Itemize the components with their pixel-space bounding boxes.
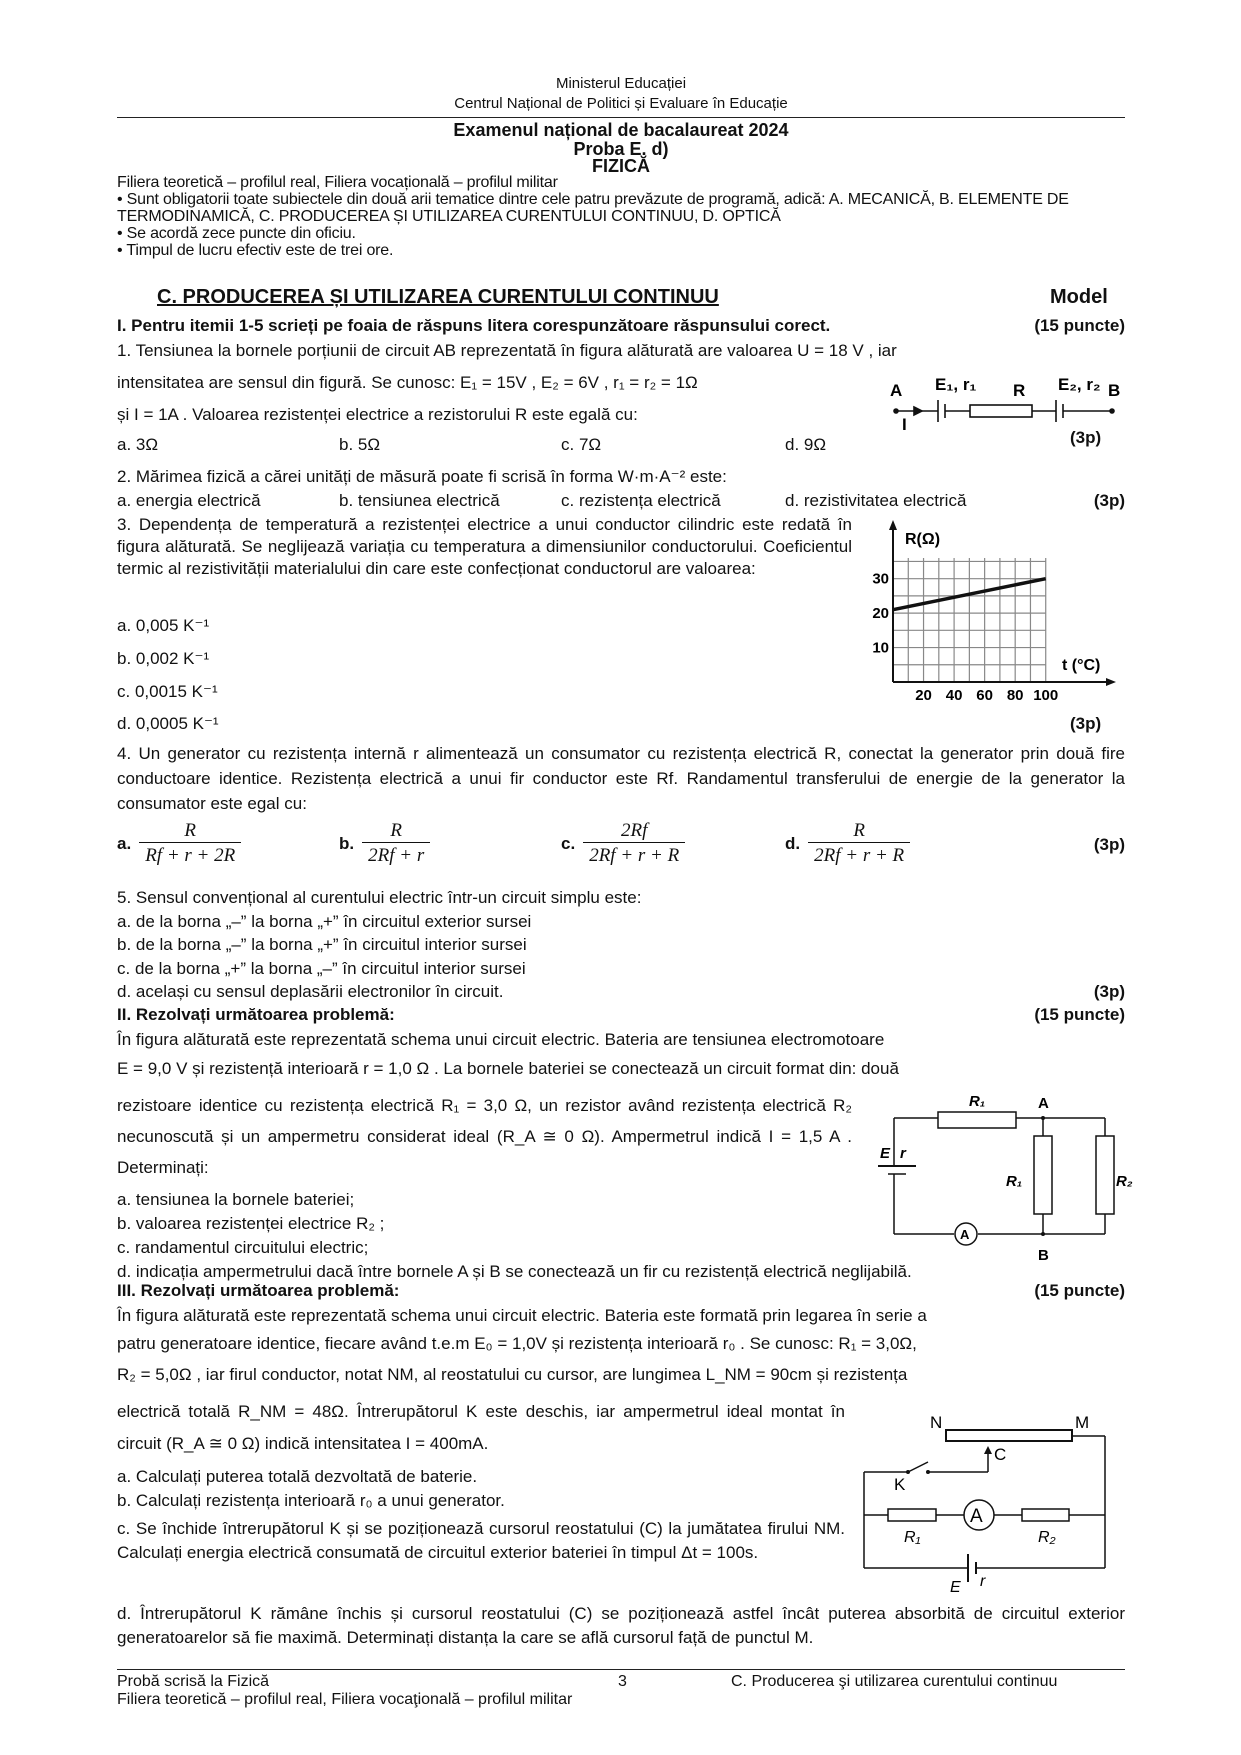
x-tick-label: 80	[1006, 687, 1024, 704]
part2-fig-E: E	[880, 1145, 891, 1162]
part3-fig-M: M	[1075, 1413, 1090, 1432]
q5-option-b[interactable]: b. de la borna „–” la borna „+” în circuitul interior sursei	[117, 935, 527, 954]
node-B-dot	[1041, 1232, 1045, 1236]
q1-fig-I: I	[902, 415, 907, 434]
part3-circuit-figure	[850, 1406, 1130, 1596]
footer-rule	[117, 1669, 1125, 1670]
part2-fig-R1-top: R₁	[969, 1093, 986, 1110]
q3-option-b[interactable]: b. 0,002 K⁻¹	[117, 649, 210, 668]
q4-option-b-den: 2Rf + r	[362, 842, 430, 867]
q4-option-a-den: Rf + r + 2R	[139, 842, 241, 867]
footer-page-number: 3	[618, 1673, 627, 1690]
part3-fig-K: K	[894, 1475, 906, 1494]
part3-task-d: d. Întrerupătorul K rămâne închis și cursorul reostatului (C) se poziționează astfel încât puterea absorbită de circuitul exterior generatoarelor să fie maximă. Determinați distanța la care se află cursorul față de punctul M.	[117, 1604, 1125, 1647]
proba-title: Proba E. d)	[573, 139, 669, 159]
y-axis-arrow-icon	[889, 520, 897, 530]
q4-option-b-num: R	[390, 820, 402, 841]
q1-line1: 1. Tensiunea la bornele porțiunii de circuit AB reprezentată în figura alăturată are valoarea U = 18 V , iar	[117, 341, 897, 360]
part2-fig-ammeter: A	[960, 1227, 970, 1242]
q1-line3: și I = 1A . Valoarea rezistenței electrice a rezistorului R este egală cu:	[117, 405, 638, 424]
q3-option-a[interactable]: a. 0,005 K⁻¹	[117, 616, 210, 635]
switch-contact-1	[906, 1470, 910, 1474]
footer-right: C. Producerea şi utilizarea curentului continuu	[731, 1673, 1058, 1690]
section-title: C. PRODUCEREA ȘI UTILIZAREA CURENTULUI CONTINUU	[157, 286, 719, 308]
q2-text: 2. Mărimea fizică a cărei unități de măsură poate fi scrisă în forma W·m·A⁻² este:	[117, 467, 727, 486]
q2-option-d[interactable]: d. rezistivitatea electrică	[785, 491, 967, 510]
q5-option-c[interactable]: c. de la borna „+” la borna „–” în circuitul interior sursei	[117, 958, 526, 978]
part2-intro-3: rezistoare identice cu rezistența electrică R₁ = 3,0 Ω, un rezistor având rezistența electrică R₂ necunoscută și un ampermetru considerat ideal (R_A ≅ 0 Ω). Ampermetrul indică I = 1,5 A . Determinați:	[117, 1096, 852, 1177]
chart-ylabel: R(Ω)	[905, 531, 941, 548]
part2-circuit-figure	[858, 1088, 1138, 1268]
q2-points: (3p)	[1093, 491, 1125, 510]
part3-intro-2: patru generatoare identice, fiecare având t.e.m E₀ = 1,0V și rezistența interioară r₀ . Se cunosc: R₁ = 3,0Ω,	[117, 1334, 917, 1353]
part2-fig-R2: R₂	[1116, 1173, 1133, 1190]
q1-fig-R: R	[1013, 381, 1026, 400]
footer-left: Probă scrisă la Fizică	[117, 1673, 270, 1690]
filiera-line: Filiera teoretică – profilul real, Filiera vocațională – profilul militar	[117, 174, 558, 191]
part2-intro-2: E = 9,0 V și rezistență interioară r = 1,0 Ω . La bornele bateriei se conectează un circuit format din: două	[117, 1059, 899, 1078]
part1-heading	[117, 316, 1125, 336]
q4-points: (3p)	[1093, 835, 1125, 854]
part2-intro-1: În figura alăturată este reprezentată schema unui circuit electric. Bateria are tensiunea electromotoare	[117, 1030, 885, 1049]
part3-heading	[117, 1281, 1125, 1301]
part2-task-b: b. valoarea rezistenței electrice R₂ ;	[117, 1214, 385, 1233]
part1-title: I. Pentru itemii 1-5 scrieți pe foaia de răspuns litera corespunzătoare răspunsului corect.	[117, 316, 831, 335]
model-label: Model	[1050, 286, 1108, 308]
q2-option-c[interactable]: c. rezistența electrică	[561, 491, 721, 510]
q2-option-b[interactable]: b. tensiunea electrică	[339, 491, 500, 510]
center-name: Centrul Național de Politici și Evaluare în Educație	[454, 95, 788, 112]
part3-title: III. Rezolvați următoarea problemă:	[117, 1281, 400, 1300]
q1-circuit-wires	[894, 400, 1114, 422]
part3-fig-R2: R₂	[1038, 1529, 1056, 1546]
part3-tasks-abc	[117, 1465, 845, 1565]
part3-fig-r: r	[980, 1573, 986, 1590]
instructions	[117, 174, 1127, 259]
q4-option-b[interactable]	[339, 820, 430, 867]
q4-option-d[interactable]	[785, 820, 910, 867]
part3-intro-3: R₂ = 5,0Ω , iar firul conductor, notat NM, al reostatului cu cursor, are lungimea L_NM = 90cm și rezistența	[117, 1365, 908, 1384]
subject-title: FIZICĂ	[592, 156, 650, 176]
y-tick-label: 10	[872, 639, 889, 657]
bullet-3: • Timpul de lucru efectiv este de trei ore.	[117, 242, 394, 259]
footer-line2: Filiera teoretică – profilul real, Filiera vocaţională – profilul militar	[117, 1691, 573, 1708]
q3-text: 3. Dependența de temperatură a rezistenței electrice a unui conductor cilindric este redată în figura alăturată. Se neglijează variația cu temperatura a dimensiunilor conductorului. Coeficientul termic al rezistivității materialului din care este confecționat conductorul are valoarea:	[117, 515, 852, 578]
y-tick-label: 20	[872, 605, 889, 623]
q1-option-b[interactable]: b. 5Ω	[339, 435, 381, 454]
q1-fig-E1r1: E₁, r₁	[935, 375, 977, 394]
q1-points: (3p)	[1070, 428, 1102, 447]
part3-circuit-wires	[864, 1430, 1105, 1582]
part2-heading	[117, 1005, 1125, 1025]
part2-task-a: a. tensiunea la bornele bateriei;	[117, 1190, 355, 1209]
q4-option-c-den: 2Rf + r + R	[583, 842, 685, 867]
q4-option-d-den: 2Rf + r + R	[808, 842, 910, 867]
q5-block	[117, 886, 1125, 1004]
part3-fig-C: C	[994, 1445, 1007, 1464]
part3-fig-E: E	[950, 1579, 961, 1596]
q4-option-d-label: d.	[785, 833, 801, 853]
part3-intro-4: electrică totală R_NM = 48Ω. Întrerupătorul K este deschis, iar ampermetrul ideal montat în circuit (R_A ≅ 0 Ω) indică intensitatea I = 400mA.	[117, 1402, 845, 1453]
q2-option-a[interactable]: a. energia electrică	[117, 491, 261, 510]
q4-option-a[interactable]	[117, 820, 241, 867]
q1-line2: intensitatea are sensul din figură. Se cunosc: E₁ = 15V , E₂ = 6V , r₁ = r₂ = 1Ω	[117, 373, 698, 392]
q5-option-d[interactable]: d. același cu sensul deplasării electronilor în circuit.	[117, 982, 504, 1001]
part2-circuit-wires	[878, 1112, 1114, 1245]
part3-task-c: c. Se închide întrerupătorul K și se poziționează cursorul reostatului (C) la jumătatea firului NM. Calculați energia electrică consumată de circuitul exterior bateriei în timpul Δt = 100s.	[117, 1519, 845, 1562]
part2-fig-B: B	[1038, 1247, 1049, 1264]
q1-fig-B: B	[1108, 381, 1120, 400]
part2-fig-A: A	[1038, 1095, 1049, 1112]
node-A-dot	[1041, 1116, 1045, 1120]
part2-title: II. Rezolvați următoarea problemă:	[117, 1005, 395, 1024]
y-tick-label: 30	[872, 570, 889, 588]
part3-intro-1: În figura alăturată este reprezentată schema unui circuit electric. Bateria este formată prin legarea în serie a	[117, 1306, 927, 1325]
part2-fig-R1-mid: R₁	[1006, 1173, 1023, 1190]
part3-fig-N: N	[930, 1413, 943, 1432]
x-tick-label: 40	[945, 687, 963, 704]
cursor-arrow-icon	[984, 1446, 992, 1454]
exam-title: Examenul național de bacalaureat 2024	[453, 120, 789, 140]
q4-options	[117, 820, 1125, 870]
q4-option-b-label: b.	[339, 833, 355, 853]
part3-points: (15 puncte)	[1034, 1281, 1125, 1300]
bullet-2: • Se acordă zece puncte din oficiu.	[117, 225, 356, 242]
q4-option-c[interactable]	[561, 820, 685, 867]
q3-option-c[interactable]: c. 0,0015 K⁻¹	[117, 682, 218, 701]
q4-option-a-num: R	[184, 820, 196, 841]
part1-points: (15 puncte)	[1034, 316, 1125, 335]
x-axis-arrow-icon	[1106, 678, 1116, 686]
q4-option-c-num: 2Rf	[621, 820, 648, 841]
q5-text: 5. Sensul convențional al curentului electric într-un circuit simplu este:	[117, 888, 642, 907]
part2-task-d: d. indicația ampermetrului dacă între bornele A și B se conectează un fir cu rezistență electrică neglijabilă.	[117, 1262, 912, 1281]
q3-resistance-chart	[860, 518, 1125, 708]
q1-fig-A: A	[890, 381, 903, 400]
part2-points: (15 puncte)	[1034, 1005, 1125, 1024]
part2-fig-r: r	[900, 1145, 906, 1162]
x-tick-label: 60	[976, 687, 993, 704]
x-tick-label: 100	[1033, 687, 1059, 704]
q1-circuit-figure	[880, 362, 1120, 442]
x-tick-label: 20	[915, 687, 932, 704]
bullet-1: • Sunt obligatorii toate subiectele din două arii tematice dintre cele patru prevăzute de programă, adică: A. MECANICĂ, B. ELEMENTE DE TERMODINAMICĂ, C. PRODUCEREA ȘI UTILIZAREA CURENTULUI CONTINUU, D. OPTICĂ	[117, 191, 1069, 225]
q1-option-c[interactable]: c. 7Ω	[561, 435, 602, 454]
q1-option-a[interactable]: a. 3Ω	[117, 435, 159, 454]
q3-option-d[interactable]: d. 0,0005 K⁻¹	[117, 714, 219, 733]
q5-option-a[interactable]: a. de la borna „–” la borna „+” în circuitul exterior sursei	[117, 911, 532, 931]
part2-task-c: c. randamentul circuitului electric;	[117, 1238, 369, 1257]
part3-fig-R1: R₁	[904, 1529, 921, 1546]
chart-xlabel: t (°C)	[1062, 657, 1101, 674]
part3-task-b: b. Calculați rezistența interioară r₀ a unui generator.	[117, 1491, 505, 1510]
part3-task-a: a. Calculați puterea totală dezvoltată de baterie.	[117, 1467, 478, 1486]
q4-option-a-label: a.	[117, 833, 132, 853]
part3-fig-ammeter: A	[970, 1506, 983, 1527]
q1-option-d[interactable]: d. 9Ω	[785, 435, 827, 454]
switch-contact-2	[926, 1470, 930, 1474]
chart-grid	[893, 558, 1046, 682]
ministry-name: Ministerul Educației	[555, 75, 687, 92]
q3-points: (3p)	[1070, 714, 1102, 733]
q4-option-c-label: c.	[561, 833, 576, 853]
q5-points: (3p)	[1093, 982, 1125, 1001]
header-rule	[117, 117, 1125, 118]
q4-text: 4. Un generator cu rezistența internă r alimentează un consumator cu rezistența electrică R, conectat la generator prin două fire conductoare identice. Rezistența electrică a unui fir conductor este Rf. Randamentul transferului de energie de la generator la consumator este egal cu:	[117, 744, 1125, 813]
q4-option-d-num: R	[853, 820, 865, 841]
q1-fig-E2r2: E₂, r₂	[1058, 375, 1101, 394]
